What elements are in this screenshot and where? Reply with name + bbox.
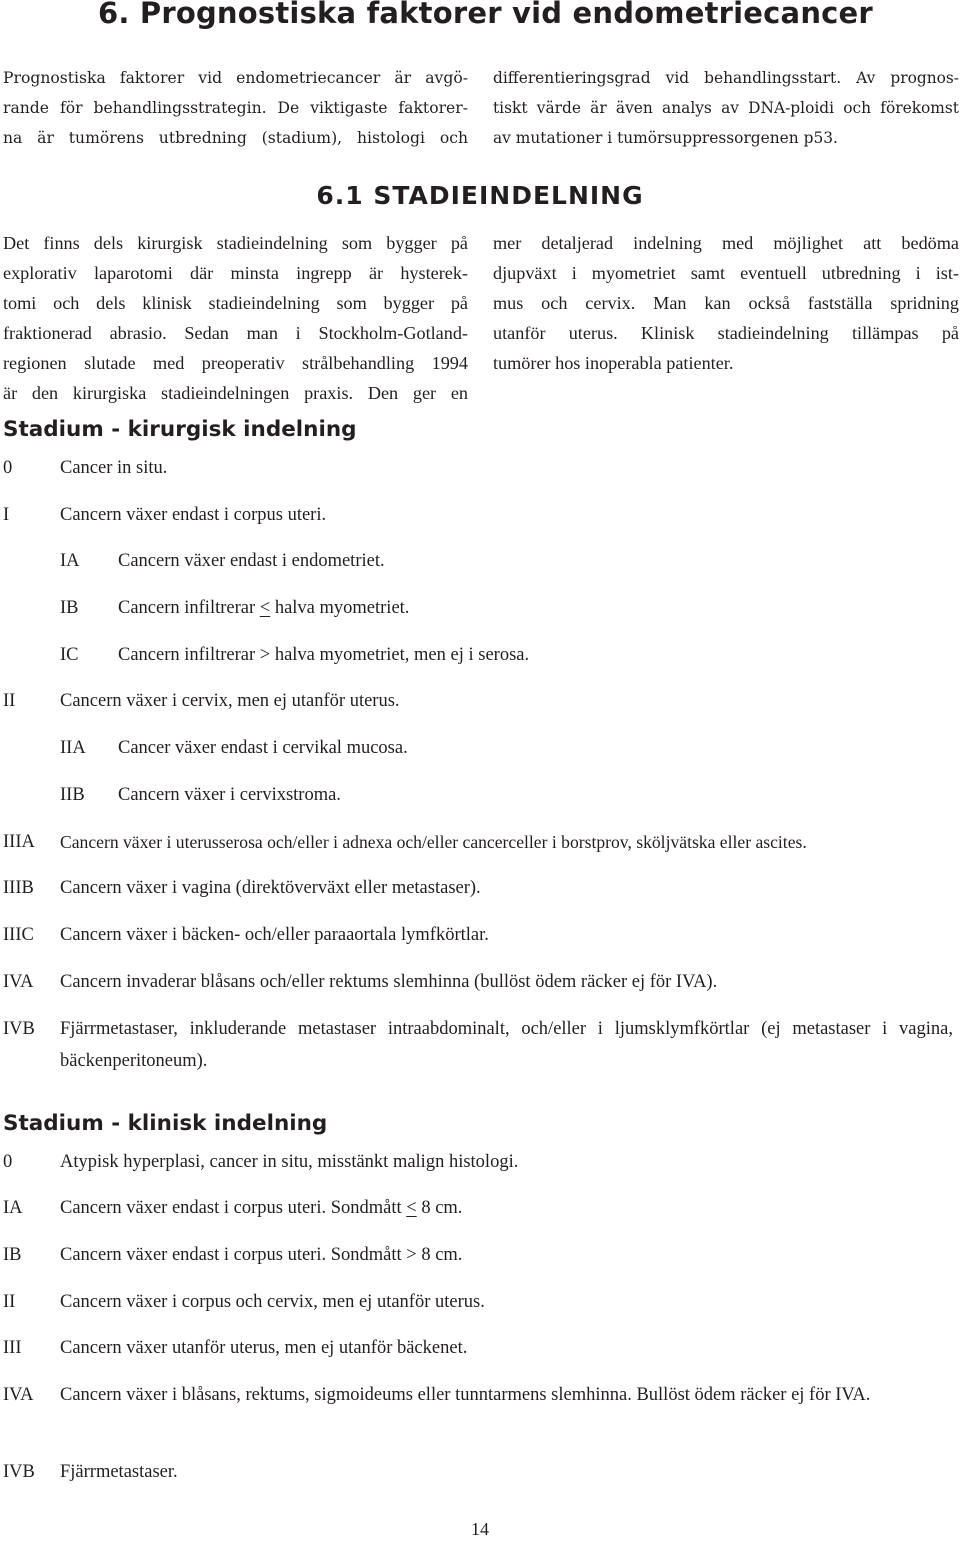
stage-code: IIIC xyxy=(3,925,34,945)
text-line: na är tumörens utbredning (stadium), histologi och xyxy=(3,129,468,147)
stage-code: IVA xyxy=(3,972,34,992)
stage-code: II xyxy=(3,1292,16,1312)
stage-code: IA xyxy=(60,551,80,571)
stage-code: I xyxy=(3,505,10,525)
text-line: djupväxt i myometriet samt eventuell utbredning i ist- xyxy=(493,263,959,283)
stage-code: IC xyxy=(60,645,79,665)
description-text: halva myometriet. xyxy=(270,598,410,618)
stage-description: Cancern växer endast i endometriet. xyxy=(118,551,385,571)
description-text: Cancern infiltrerar xyxy=(118,598,260,618)
text-line: är den kirurgiska stadieindelningen praxis. Den ger en xyxy=(3,383,468,403)
chapter-title: 6. Prognostiska faktorer vid endometriecancer xyxy=(98,0,873,30)
stage-description: Cancern växer i bäcken- och/eller paraaortala lymfkörtlar. xyxy=(60,925,489,945)
stage-description xyxy=(60,1192,462,1224)
stage-description xyxy=(118,592,409,624)
less-or-equal-symbol: < xyxy=(406,1198,417,1218)
text-line: explorativ laparotomi där minsta ingrepp är hysterek- xyxy=(3,263,468,283)
stage-description: Cancern växer i cervix, men ej utanför uterus. xyxy=(60,691,400,711)
description-text: 8 cm. xyxy=(416,1198,463,1218)
intro-right-column xyxy=(493,63,959,153)
stage-code: II xyxy=(3,691,16,711)
stage-description: Cancern växer endast i corpus uteri. xyxy=(60,505,327,525)
stage-code: IVB xyxy=(3,1462,35,1482)
text-line: rande för behandlingsstrategin. De viktigaste faktorer- xyxy=(3,99,468,117)
stage-description: Cancern växer i corpus och cervix, men ej utanför uterus. xyxy=(60,1292,485,1312)
stage-description: Cancern växer i uterusserosa och/eller i adnexa och/eller cancerceller i borstprov, sköljvätska eller ascites. xyxy=(60,832,807,852)
stage-description: Cancern växer i vagina (direktöverväxt eller metastaser). xyxy=(60,878,481,898)
stage-description: Fjärrmetastaser. xyxy=(60,1462,178,1482)
text-line: fraktionerad abrasio. Sedan man i Stockholm-Gotland- xyxy=(3,323,468,343)
surgical-staging-heading: Stadium - kirurgisk indelning xyxy=(3,417,357,442)
page-number: 14 xyxy=(471,1519,489,1539)
stage-description: Cancern invaderar blåsans och/eller rektums slemhinna (bullöst ödem räcker ej för IVA). xyxy=(60,972,718,992)
text-line: differentieringsgrad vid behandlingsstart. Av prognos- xyxy=(493,69,959,87)
text-line: mer detaljerad indelning med möjlighet att bedöma xyxy=(493,233,959,253)
stage-code: III xyxy=(3,1338,22,1358)
stage-description: Cancern växer i cervixstroma. xyxy=(118,785,341,805)
text-line: utanför uterus. Klinisk stadieindelning tillämpas på xyxy=(493,323,959,343)
section-left-column xyxy=(3,228,468,408)
stage-description: Cancern växer i blåsans, rektums, sigmoideums eller tunntarmens slemhinna. Bullöst ödem räcker ej för IVA. xyxy=(60,1385,871,1405)
stage-description: Cancern infiltrerar > halva myometriet, men ej i serosa. xyxy=(118,645,530,665)
less-or-equal-symbol: < xyxy=(259,598,271,618)
stage-code: IVA xyxy=(3,1385,34,1405)
description-text: Cancern växer endast i corpus uteri. Sondmått xyxy=(60,1198,407,1218)
stage-description: Cancer in situ. xyxy=(60,458,168,478)
text-line: av mutationer i tumörsuppressorgenen p53. xyxy=(493,129,838,147)
section-right-column xyxy=(493,228,959,378)
section-heading: 6.1 STADIEINDELNING xyxy=(316,181,644,210)
stage-code: IIIB xyxy=(3,878,34,898)
text-line: Det finns dels kirurgisk stadieindelning som bygger på xyxy=(3,233,468,253)
stage-description: Fjärrmetastaser, inkluderande metastaser intraabdominalt, och/eller i ljumsklymfkörtlar (ej metastaser i vagina, bäckenperitoneum). xyxy=(60,1019,953,1071)
stage-description: Atypisk hyperplasi, cancer in situ, misstänkt malign histologi. xyxy=(60,1152,519,1172)
text-line: tumörer hos inoperabla patienter. xyxy=(493,353,734,373)
stage-description: Cancern växer endast i corpus uteri. Sondmått > 8 cm. xyxy=(60,1245,463,1265)
stage-code: 0 xyxy=(3,1152,13,1172)
text-line: Prognostiska faktorer vid endometriecancer är avgö- xyxy=(3,69,468,87)
intro-left-column xyxy=(3,63,468,153)
stage-code: 0 xyxy=(3,458,13,478)
stage-code: IB xyxy=(60,598,79,618)
text-line: regionen slutade med preoperativ strålbehandling 1994 xyxy=(3,353,468,373)
stage-code: IA xyxy=(3,1198,23,1218)
clinical-staging-heading: Stadium - klinisk indelning xyxy=(3,1111,328,1136)
text-line: mus och cervix. Man kan också fastställa spridning xyxy=(493,293,959,313)
text-line: tiskt värde är även analys av DNA-ploidi och förekomst xyxy=(493,99,959,117)
stage-code: IIIA xyxy=(3,832,35,852)
stage-code: IIA xyxy=(60,738,86,758)
stage-code: IIB xyxy=(60,785,85,805)
stage-code: IVB xyxy=(3,1019,35,1039)
text-line: tomi och dels klinisk stadieindelning som bygger på xyxy=(3,293,468,313)
stage-code: IB xyxy=(3,1245,22,1265)
stage-description: Cancern växer utanför uterus, men ej utanför bäckenet. xyxy=(60,1338,468,1358)
stage-description: Cancer växer endast i cervikal mucosa. xyxy=(118,738,408,758)
